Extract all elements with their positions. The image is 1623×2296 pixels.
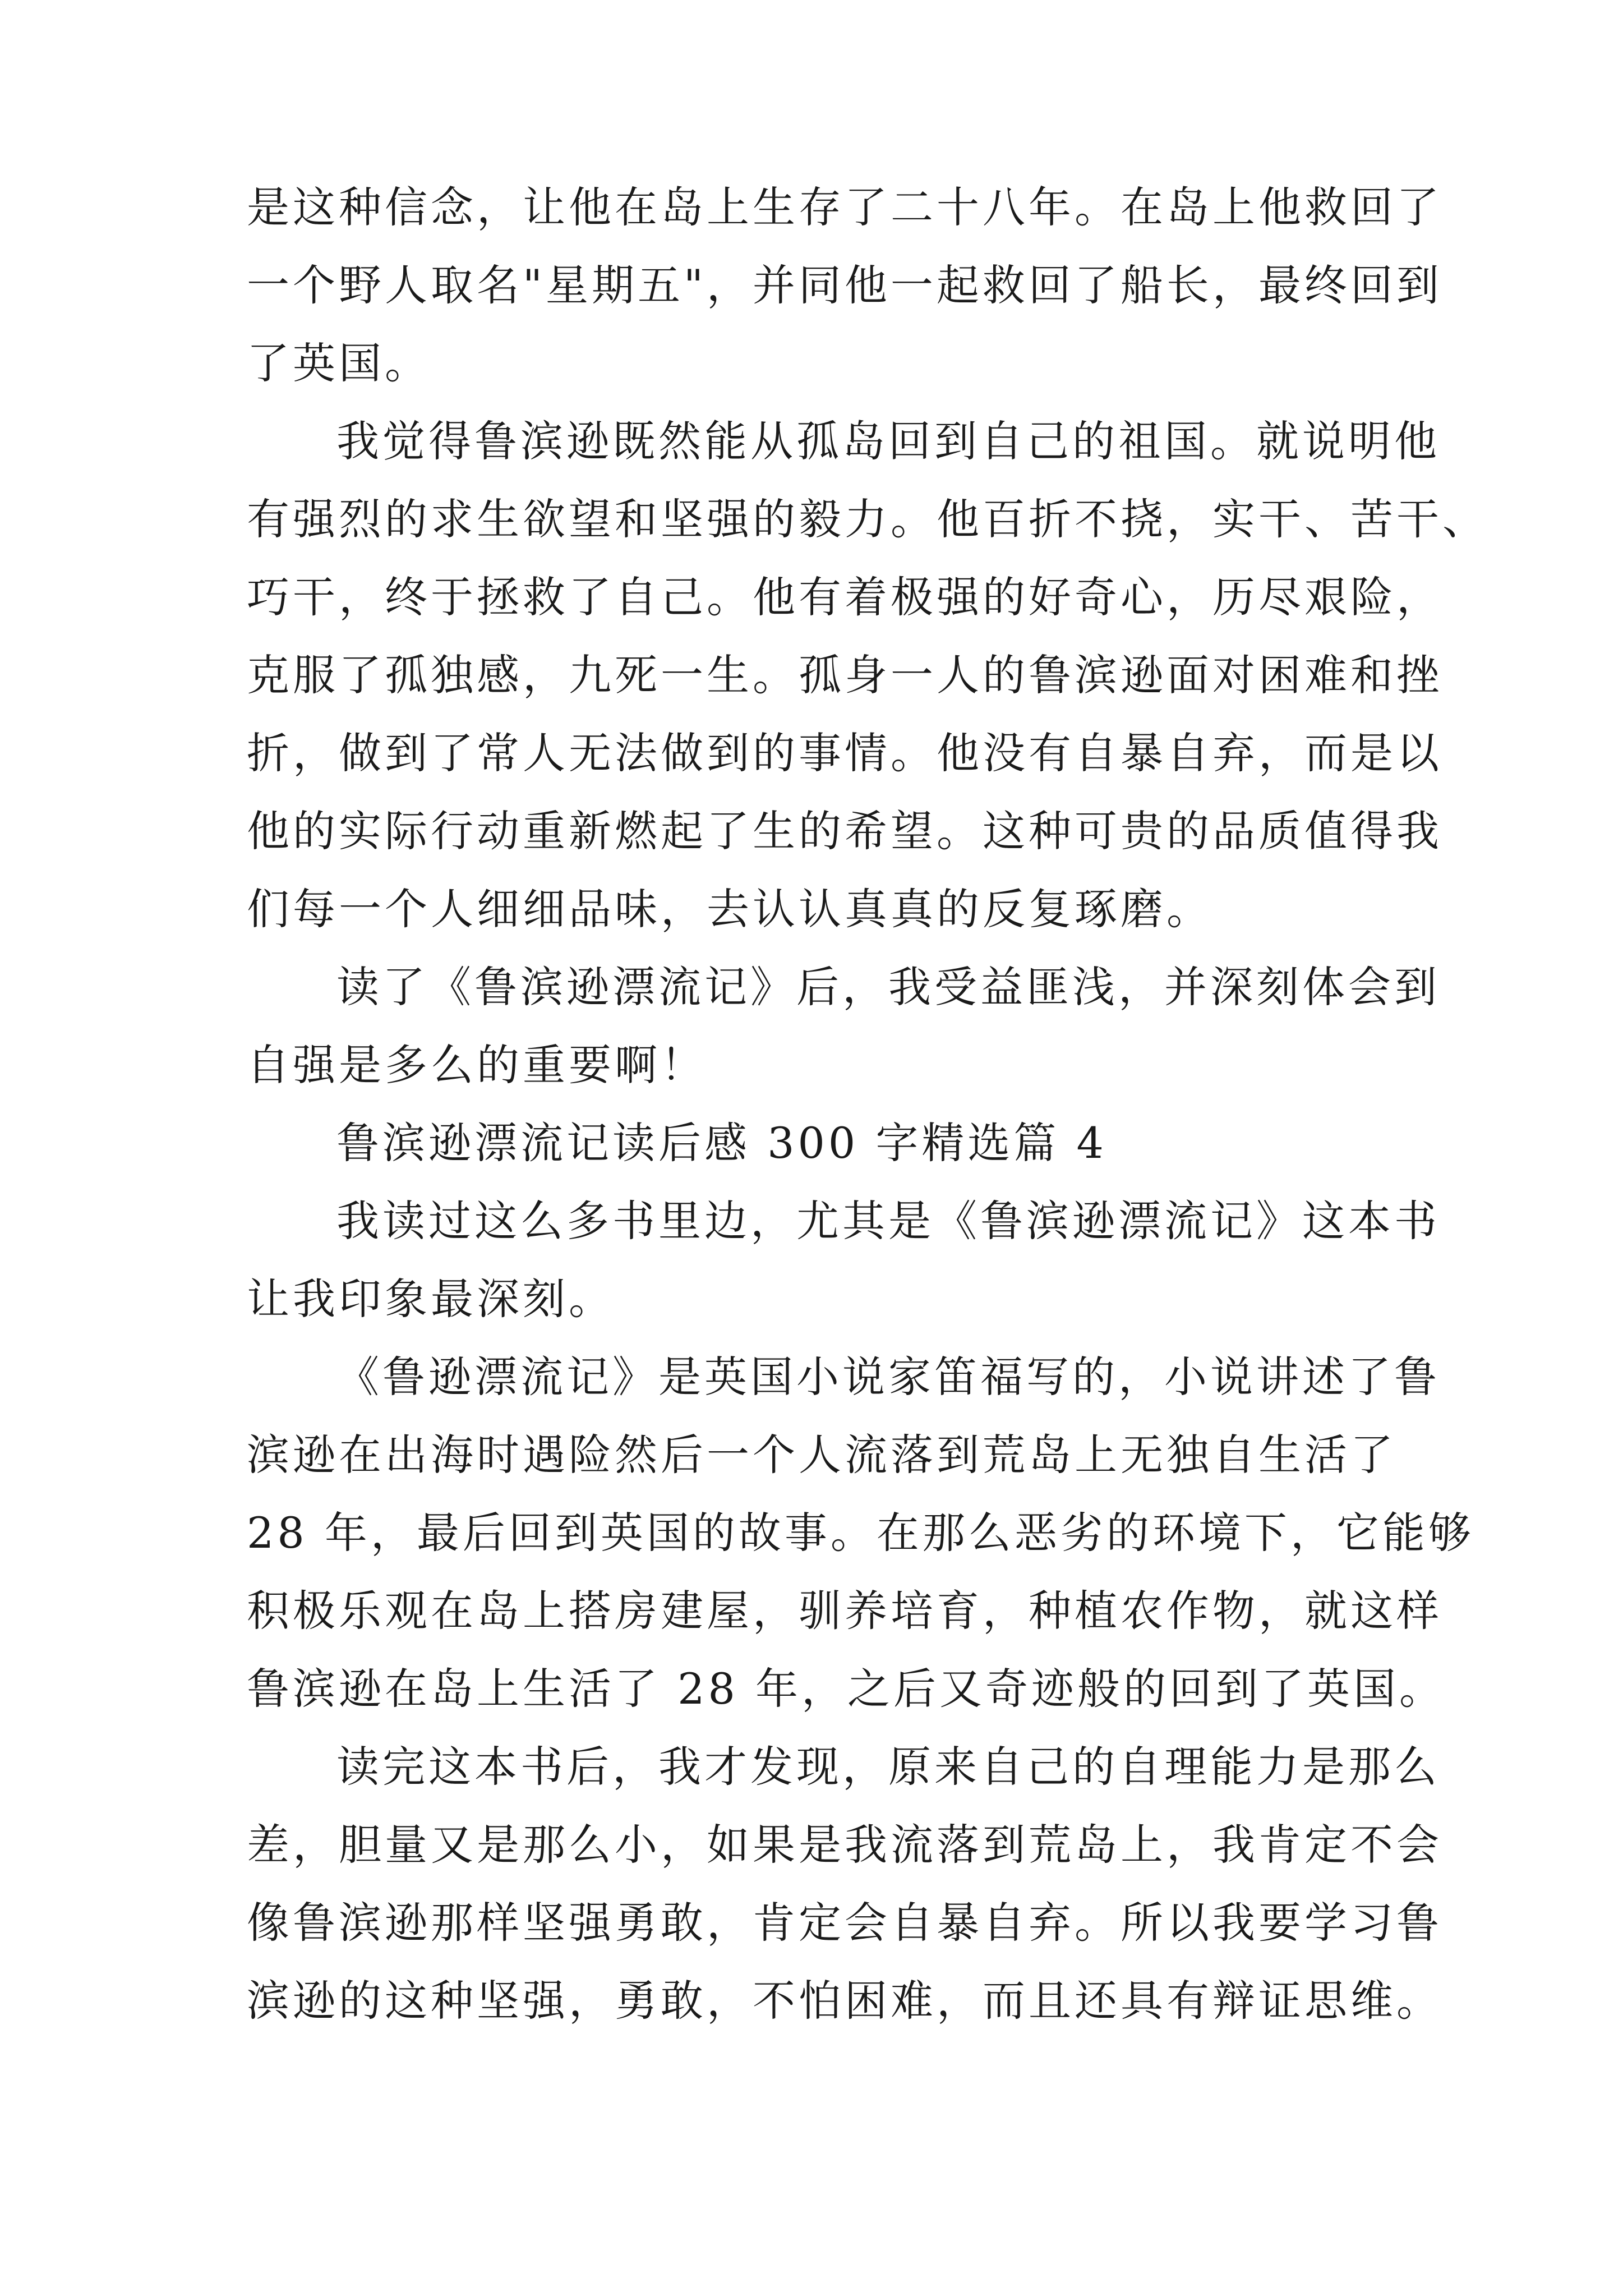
text-line: 了英国。 [247,338,431,388]
text-line: 读完这本书后，我才发现，原来自己的自理能力是那么 [336,1742,1440,1792]
text-line: 折，做到了常人无法做到的事情。他没有自暴自弃，而是以 [247,728,1442,778]
text-line: 28 年，最后回到英国的故事。在那么恶劣的环境下，它能够 [247,1508,1474,1558]
document-body [247,168,1488,2040]
text-line: 我觉得鲁滨逊既然能从孤岛回到自己的祖国。就说明他 [336,416,1440,466]
text-line: 《鲁逊漂流记》是英国小说家笛福写的，小说讲述了鲁 [336,1352,1440,1402]
text-line: 自强是多么的重要啊！ [247,1040,707,1090]
text-line: 让我印象最深刻。 [247,1274,615,1324]
text-line: 们每一个人细细品味，去认认真真的反复琢磨。 [247,884,1212,934]
text-line: 像鲁滨逊那样坚强勇敢，肯定会自暴自弃。所以我要学习鲁 [247,1898,1442,1948]
text-line: 有强烈的求生欲望和坚强的毅力。他百折不挠，实干、苦干、 [247,494,1488,544]
text-line: 读了《鲁滨逊漂流记》后，我受益匪浅，并深刻体会到 [336,962,1440,1012]
text-line: 是这种信念，让他在岛上生存了二十八年。在岛上他救回了 [247,182,1442,232]
text-line: 鲁滨逊在岛上生活了 28 年，之后又奇迹般的回到了英国。 [247,1664,1446,1714]
text-line: 滨逊在出海时遇险然后一个人流落到荒岛上无独自生活了 [247,1430,1396,1480]
text-line: 滨逊的这种坚强，勇敢，不怕困难，而且还具有辩证思维。 [247,1976,1442,2026]
text-line: 克服了孤独感，九死一生。孤身一人的鲁滨逊面对困难和挫 [247,650,1442,700]
text-line: 我读过这么多书里边，尤其是《鲁滨逊漂流记》这本书 [336,1196,1440,1246]
text-line: 积极乐观在岛上搭房建屋，驯养培育，种植农作物，就这样 [247,1586,1442,1636]
text-line: 差，胆量又是那么小，如果是我流落到荒岛上，我肯定不会 [247,1820,1442,1870]
text-line: 他的实际行动重新燃起了生的希望。这种可贵的品质值得我 [247,806,1442,856]
section-heading: 鲁滨逊漂流记读后感 300 字精选篇 4 [336,1118,1107,1168]
text-line: 一个野人取名"星期五"，并同他一起救回了船长，最终回到 [247,260,1442,310]
text-line: 巧干，终于拯救了自己。他有着极强的好奇心，历尽艰险， [247,572,1442,622]
